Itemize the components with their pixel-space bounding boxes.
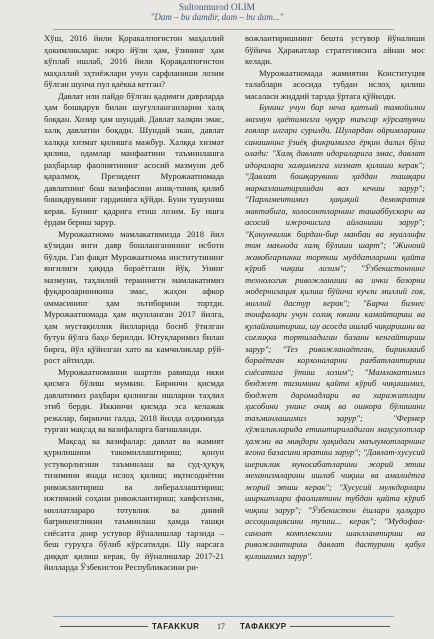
footer-title-cyrillic: ТАФАККУР	[240, 622, 287, 631]
paragraph: вожлантиришнинг бешта устувор йўналиши бўйича Ҳаракатлар стратегиясига айнан мос келади.	[245, 33, 425, 66]
footer-rule	[53, 616, 394, 617]
paragraph: Хўш, 2016 йили Қоракалпоғистон маҳаллий ҳокимликлари: ижро йўли ҳам, ўзининг ҳам кўплаб ишлаб, 2016 йили Қорақалпоғистон маҳаллий эҳтиёжлари учун сарфланиши лозим бўлган шунча пул қаёкка кетган?	[44, 33, 224, 89]
running-header	[0, 3, 434, 23]
header-author: Sultonmurod OLIM	[178, 3, 256, 13]
footer-title-latin: TAFAKKUR	[152, 622, 200, 631]
paragraph: Давлат или пайдо бўлган қадимги даврларда ҳам бошқарув билан шуғулланганларни халқ боққан. Хозир ҳам шундай. Давлат халқни эмас, халқ давлатни боқади. Шундай экан, давлат халққа хизмат қилишга мажбур. Халққа хизмат қилиш, одамлар манфаатини таъминлашга раҳбарлар фаолиятининг асосий мазмуни деб қаралмоқ. Президент Мурожаатномада давлатнинг бош вазифасини аниқ-тиниқ қилиб бошқарувнинг гардинига қўйди. Буни тушуниш керак. Бунинг қадрига етиш лозим. Бу ишга ёрдам бериш зарур.	[44, 90, 224, 227]
footer-line-left	[60, 626, 148, 627]
paragraph: Мурожаатноманни шартли равишда икки қисмга бўлиш мумкин. Биринчи қисмда давлатимиз раҳбари қилинган ишларни таҳлил этиб берди. Иккинчи қисмда эса келажак режалар, биринчи галда, 2018 йилда олдимизда турган мақсад ва вазифаларга бағишланди.	[44, 366, 224, 434]
left-column	[44, 33, 224, 574]
paragraph: Мурожаатномо мамлакатимизда 2018 йил кўзидан янги давр бошланганининг исботи бўлди. Гап фақат Мурожаатнома институтининг янгилиги ҳақида бораётгани йўқ. Унинг мазмуни, таҳлилий тераннигги мамлакатимиз фуқаролариникина эмас, жаҳон афкор оммасининг ҳам эътиборини тортди. Мурожаатномада ҳам яқунланган 2017 йилга, ҳам мустақиллик йилларида босиб ўтилган бутун йўлга баҳо берилди. Ютуқларимиз билан бирга, йўл қўйилган хато ва камчиликлар рўй-рост айтилди.	[44, 228, 224, 365]
right-column	[245, 33, 425, 562]
page-number: 17	[217, 622, 225, 631]
paragraph: Мақсад ва вазифалар: давлат ва жамият қурилишини такомиллаштириш; қонун устуворлигини таъминлаш ва суд-ҳуқуқ тизимини янада ислоҳ қилиш; иқтисодиётни ривожлантириш ва либераллаштириш; ижтимоий соҳани ривожлантириш; хавфсизлик, миллатлараро тотувлик ва диний бағрикенгликни таъминлаш ҳамда ташқи сиёсатга доир устувор йўналишлар тарзида – беш гуруҳга бўлиб кўрсатилди. Шу нарсага диққат қилиш керак, бу йўналишлар 2017-21 йилларда Ўзбекистон Республикасини ри-	[44, 435, 224, 572]
quoted-paragraph: Бунинг учун бир неча қатъий тамойилни мазмун ҳаётимизга чуқур таъсир кўрсатувчи ғоялар илгари сурилди. Шулардан ойримларини санашнинг ўзиёқ фикримизга ёрқин далил бўла олади: "Халқ давлат идораларига эмас, давлат идоралари халқимизга хизмат қилиши керак"; "Давлат бошқарувини ҳаддан ташқари марказлаштиришдан воз кечиш зарур"; "Парламентимиз ҳақиқий демократия мактабига, холосонтларнинг ташаббускори ва асосий ижрочисига айланиши зарур"; "Қонунчилик бирдан-бир манбаи ва муаллифи том маънода халқ бўлиши шарт"; "Жиноий жавобгарликка тортиш муддатларини қайта кўриб чиқиш лозим"; "Ўзбекистоннинг технологик ривожланиши ва ички бозорни модернизация қилиш бўйича кучли миллий гоя, миллий дастур керак"; "Барча бизнес тоифалари учун солиқ юкини камайтириш ва қулайлаштириш, шу асосда ишлаб чиқаришни ва соғлиқка тортиладиган базани кенгайтириш зарур"; "Тез ривожланаётган, бирикмаиб бораётган корхоналарни рағбатлантириш сиёсатига ўтиш лозим"; "Мамлакатимиз бюджет тизимини қайта кўриб чиқишимиз, бюджет даромадлари ва харажатлари ҳисобини унинг очиқ ва ошкора бўлишини таъминлашимиз зарур"; "Фермер хўжаликларида етиштириладиган маҳсулотлар ҳажми ва миқдори ҳақидаги маълумотларнинг ягона базасини яратиш зарур"; "Давлат-хусусий шериклик муносабатларини жорий этиш механизмларини ишлаб чиқиш ва амалиётга жорий этиш керак"; "Хусусий мулкдорлари ширкатлари фаолиятини тубдан қайта кўриб чиқиш зарур"; "Ўзбекистон ёшлари ҳалқаро ассоциациясини тузиш... керак"; "Мудофаа-саноат комплексини шакллантириш ва ривожлантириш давлат дастурини қабул қилишимиз зарур".	[245, 102, 425, 561]
footer-line-right	[290, 626, 390, 627]
header-motto: "Dam – bu damdir, dam – bu dam..."	[150, 12, 284, 23]
header-rule	[53, 29, 394, 30]
paragraph: Мурожаатномада жамиятни Конституция талаблари асосида тубдан ислоҳ қилиш масаласи жиддий тарзда ўртага қўйилди.	[245, 67, 425, 101]
page-footer	[0, 620, 434, 634]
